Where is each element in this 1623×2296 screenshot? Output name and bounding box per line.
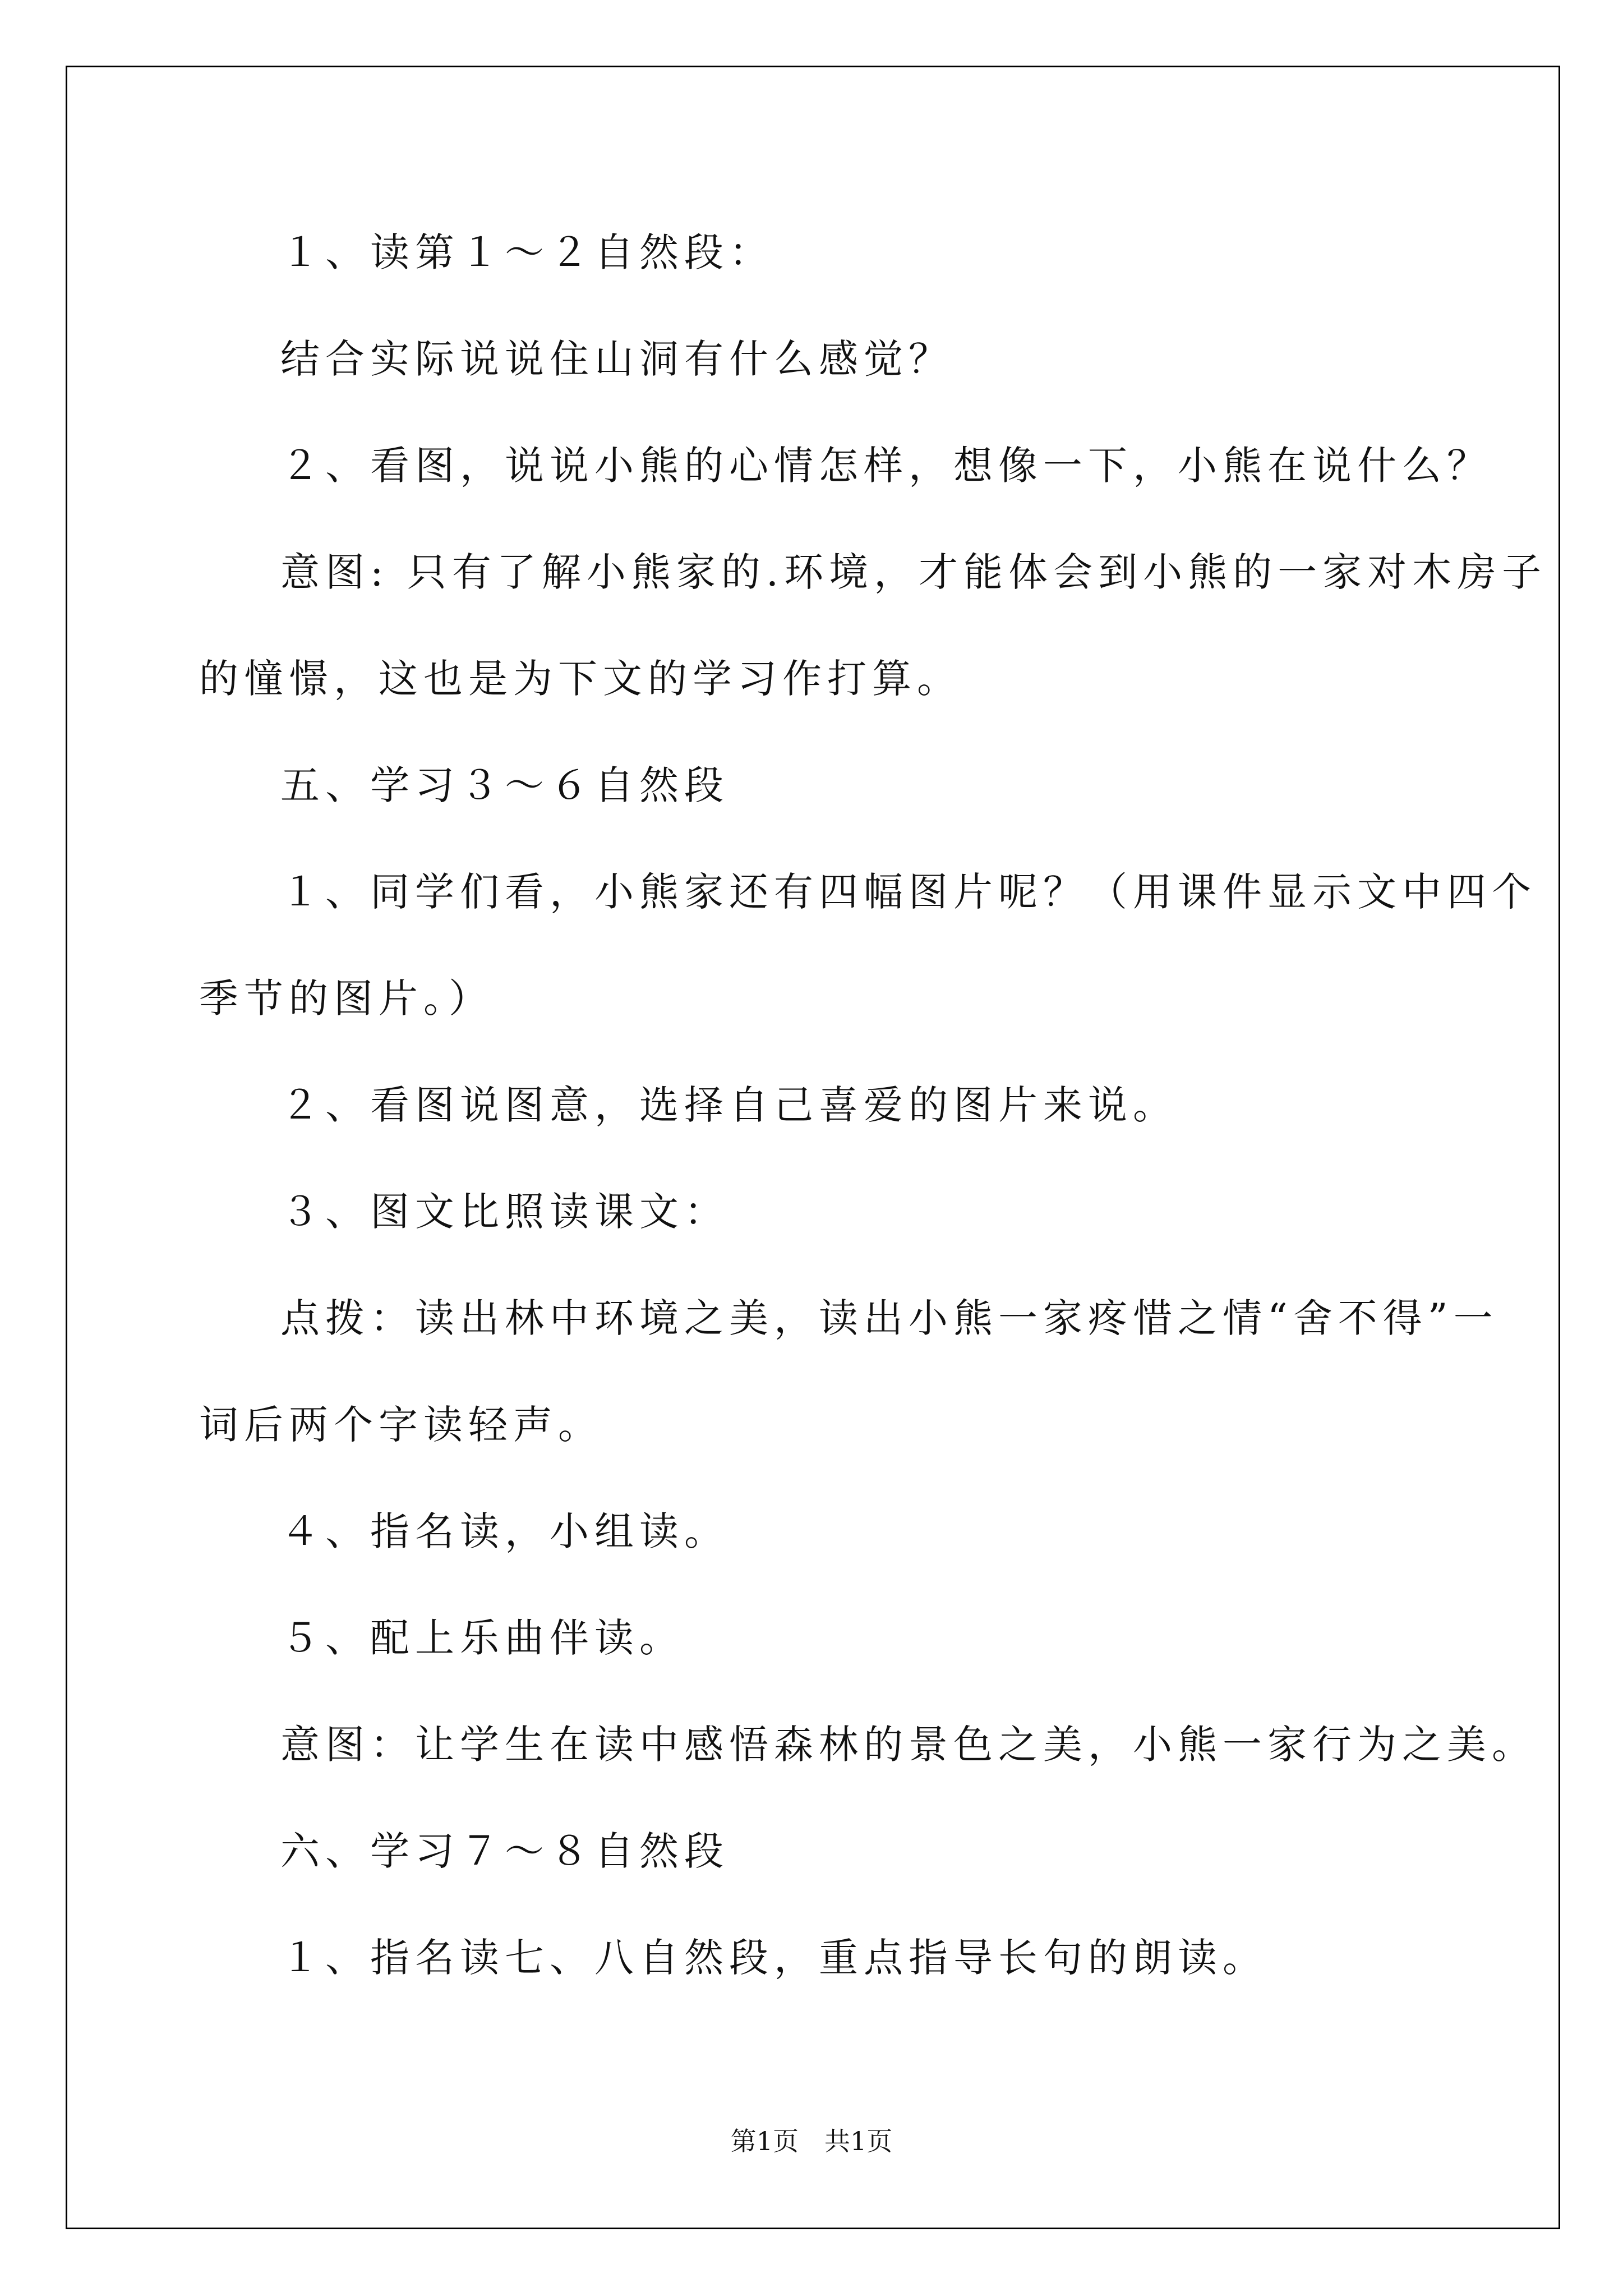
text-line: 意图：让学生在读中感悟森林的景色之美，小熊一家行为之美。 (280, 1722, 1537, 1768)
text-line: 的憧憬，这也是为下文的学习作打算。 (199, 656, 962, 702)
text-line: 结合实际说说住山洞有什么感觉？ (280, 336, 953, 382)
page-border (66, 66, 1560, 2229)
text-line: １、读第１～２自然段： (280, 229, 774, 275)
section-heading: 六、学习７～８自然段 (280, 1828, 729, 1874)
text-line: ３、图文比照读课文： (280, 1189, 729, 1235)
text-line: ４、指名读，小组读。 (280, 1508, 729, 1554)
text-line: １、同学们看，小熊家还有四幅图片呢？（用课件显示文中四个 (280, 869, 1537, 915)
text-line: 季节的图片。） (199, 976, 494, 1022)
text-line: 词后两个字读轻声。 (199, 1402, 603, 1448)
text-line: 意图: 只有了解小熊家的.环境，才能体会到小熊的一家对木房子 (280, 549, 1547, 595)
text-line: ２、看图说图意，选择自己喜爱的图片来说。 (280, 1082, 1178, 1128)
text-line: １、指名读七、八自然段，重点指导长句的朗读。 (280, 1935, 1267, 1981)
text-line: ２、看图，说说小熊的心情怎样，想像一下，小熊在说什么？ (280, 443, 1492, 489)
page-number-footer: 第1页 共1页 (730, 2126, 893, 2156)
text-line: ５、配上乐曲伴读。 (280, 1615, 684, 1661)
text-line: 点拨：读出林中环境之美，读出小熊一家疼惜之情“舍不得”一 (280, 1295, 1498, 1341)
section-heading: 五、学习３～６自然段 (280, 762, 729, 808)
